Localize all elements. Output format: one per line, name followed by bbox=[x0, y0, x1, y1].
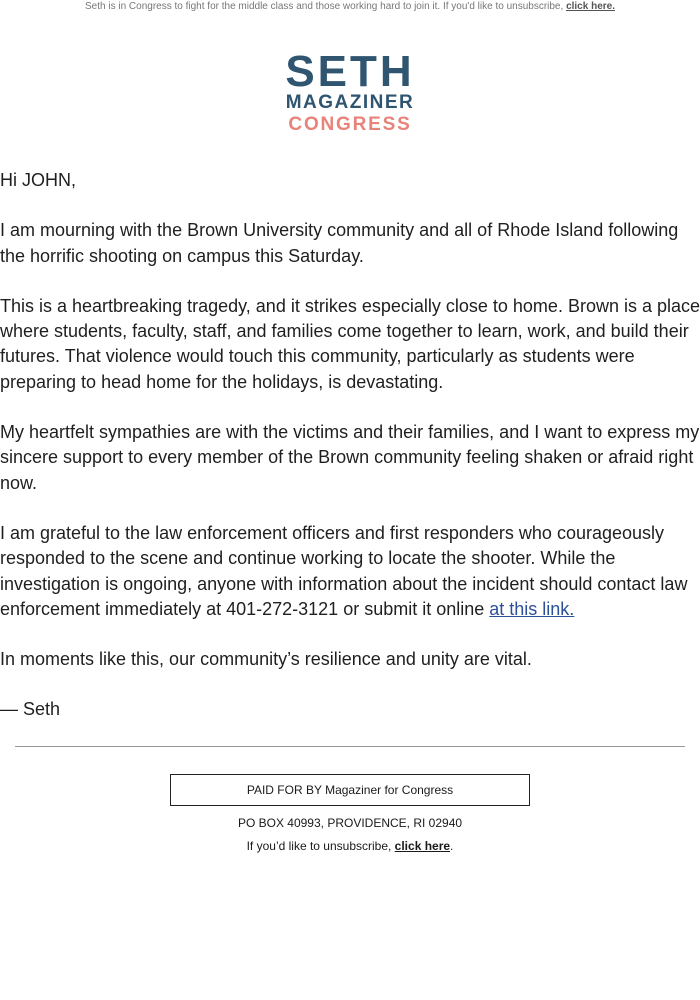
signoff: — Seth bbox=[0, 699, 61, 720]
preheader bbox=[0, 1, 700, 13]
greeting: Hi JOHN, bbox=[0, 170, 76, 190]
preheader-text: Seth is in Congress to fight for the middle class and those working hard to join it. If you'd like to unsubscribe, bbox=[85, 1, 567, 12]
logo-congress: CONGRESS bbox=[288, 114, 412, 135]
footer-unsubscribe-text: If you’d like to unsubscribe, bbox=[246, 839, 395, 853]
paragraph-2: This is a heartbreaking tragedy, and it strikes especially close to home. Brown is a place where students, faculty, staff, and families come together to learn, work, and build their futures. That violence would touch this community, particularly as students were preparing to head home for the holidays, is devastating. bbox=[0, 295, 700, 392]
footer-divider bbox=[15, 746, 685, 747]
mailing-address: PO BOX 40993, PROVIDENCE, RI 02940 bbox=[237, 816, 463, 830]
footer-unsubscribe-period: . bbox=[450, 839, 454, 853]
paragraph-3: My heartfelt sympathies are with the victims and their families, and I want to express my sincere support to every member of the Brown community feeling shaken or afraid right now. bbox=[0, 422, 700, 493]
footer-unsubscribe bbox=[0, 839, 700, 853]
paragraph-1: I am mourning with the Brown University community and all of Rhode Island following the horrific shooting on campus this Saturday. bbox=[0, 220, 679, 266]
paragraph-4-text: I am grateful to the law enforcement officers and first responders who courageously responded to the scene and continue working to locate the shooter. While the investigation is ongoing, anyone with information about the incident should contact law enforcement immediately at 401-272-3121 or submit it online bbox=[0, 522, 688, 619]
paid-for-disclaimer: PAID FOR BY Magaziner for Congress bbox=[170, 774, 530, 806]
tip-submission-link[interactable]: at this link. bbox=[489, 598, 575, 619]
logo-seth: SETH bbox=[285, 47, 415, 96]
campaign-logo bbox=[0, 47, 700, 136]
footer-unsubscribe-link[interactable]: click here bbox=[394, 839, 451, 853]
logo-magaziner: MAGAZINER bbox=[285, 92, 415, 113]
email-body bbox=[0, 168, 700, 748]
preheader-unsubscribe-link[interactable]: click here. bbox=[566, 1, 615, 12]
paragraph-4 bbox=[0, 521, 700, 622]
paragraph-5: In moments like this, our community’s resilience and unity are vital. bbox=[0, 649, 532, 670]
